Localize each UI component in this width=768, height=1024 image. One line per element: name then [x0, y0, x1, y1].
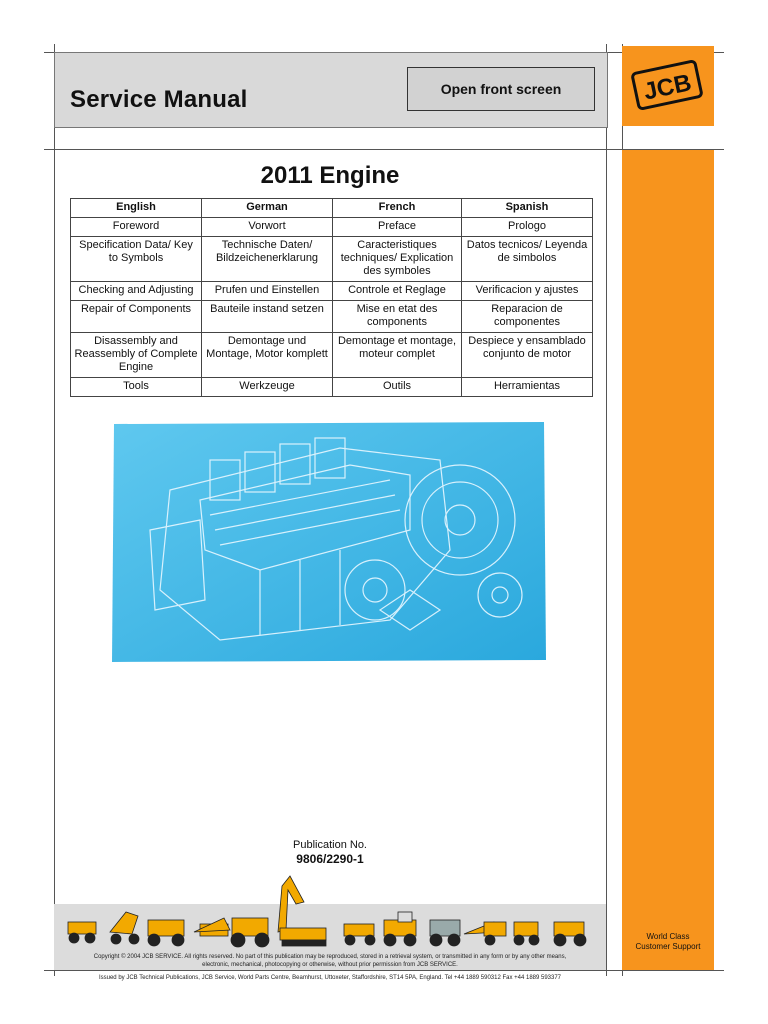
publication-label: Publication No.: [293, 839, 367, 851]
table-cell: Herramientas: [462, 378, 593, 397]
header-english: English: [71, 199, 202, 218]
table-row: [71, 282, 593, 301]
table-header-row: [71, 199, 593, 218]
table-cell: Outils: [333, 378, 462, 397]
table-cell: Disassembly and Reassembly of Complete Engine: [71, 333, 202, 378]
table-cell: Bauteile instand setzen: [202, 301, 333, 333]
issued-by-text: Issued by JCB Technical Publications, JCB Service, World Parts Centre, Beamhurst, Uttoxeter, Staffordshire, ST14 5PA, England. Tel +44 1889 590312 Fax +44 1889 593377: [98, 975, 562, 981]
table-cell: Prufen und Einstellen: [202, 282, 333, 301]
table-cell: Preface: [333, 218, 462, 237]
header-german: German: [202, 199, 333, 218]
table-cell: Tools: [71, 378, 202, 397]
table-cell: Despiece y ensamblado conjunto de motor: [462, 333, 593, 378]
table-cell: Reparacion de componentes: [462, 301, 593, 333]
copyright-line-2: electronic, mechanical, photocopying or otherwise, without prior permission from JCB SERVICE.: [202, 962, 458, 968]
table-row: [71, 333, 593, 378]
table-cell: Mise en etat des components: [333, 301, 462, 333]
table-cell: Checking and Adjusting: [71, 282, 202, 301]
table-cell: Demontage und Montage, Motor komplett: [202, 333, 333, 378]
table-cell: Controle et Reglage: [333, 282, 462, 301]
header-french: French: [333, 199, 462, 218]
table-cell: Repair of Components: [71, 301, 202, 333]
publication-number: 9806/2290-1: [296, 852, 364, 866]
table-row: [71, 378, 593, 397]
page-title: Service Manual: [70, 86, 248, 113]
table-row: [71, 218, 593, 237]
header-spanish: Spanish: [462, 199, 593, 218]
table-cell: Foreword: [71, 218, 202, 237]
table-cell: Werkzeuge: [202, 378, 333, 397]
engine-illustration: [110, 420, 548, 664]
table-cell: Specification Data/ Key to Symbols: [71, 237, 202, 282]
table-cell: Technische Daten/ Bildzeichenerklarung: [202, 237, 333, 282]
svg-text:JCB: JCB: [641, 69, 694, 106]
table-row: [71, 301, 593, 333]
trim-line-bottom: [44, 970, 724, 971]
table-cell: Datos tecnicos/ Leyenda de simbolos: [462, 237, 593, 282]
language-table: [70, 198, 593, 397]
brand-bar: [622, 150, 714, 970]
tagline-line-1: World Class: [646, 932, 690, 941]
tagline-line-2: Customer Support: [635, 942, 701, 951]
table-cell: Prologo: [462, 218, 593, 237]
copyright-line-1: Copyright © 2004 JCB SERVICE. All rights reserved. No part of this publication may be reproduced, stored in a retrieval system, or transmitted in any form or by any other means,: [93, 954, 567, 960]
section-label: Open front screen: [407, 67, 595, 111]
document-title: 2011 Engine: [260, 162, 400, 189]
jcb-logo: [629, 58, 705, 112]
copyright-notice: [60, 953, 600, 969]
table-cell: Demontage et montage, moteur complet: [333, 333, 462, 378]
machine-lineup-image: [54, 872, 606, 952]
trim-line-right: [606, 44, 607, 976]
table-cell: Verificacion y ajustes: [462, 282, 593, 301]
table-row: [71, 237, 593, 282]
table-cell: Vorwort: [202, 218, 333, 237]
tagline: [622, 932, 714, 952]
table-cell: Caracteristiques techniques/ Explication des symboles: [333, 237, 462, 282]
